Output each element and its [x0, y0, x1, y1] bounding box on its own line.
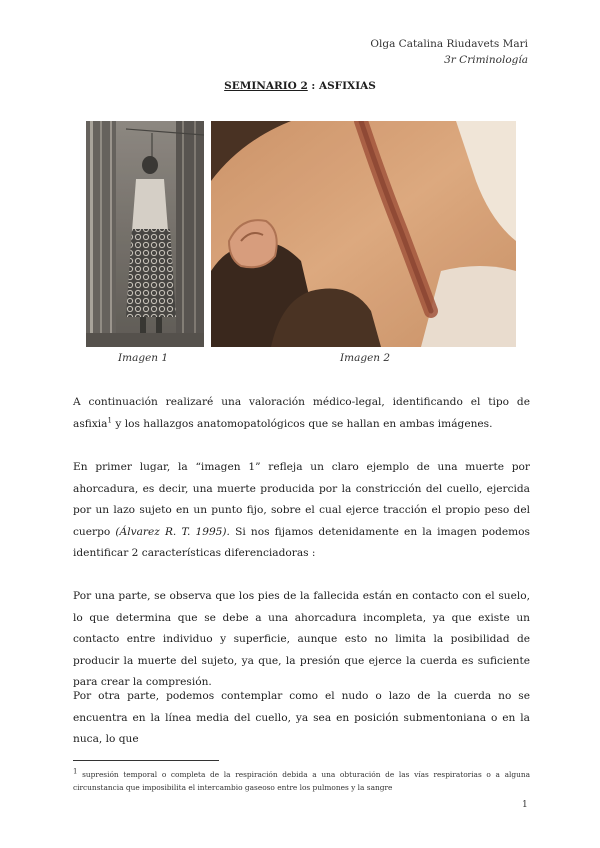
footnote-marker: 1 — [73, 767, 78, 776]
footnote-separator — [73, 760, 219, 761]
intro-text: A continuación realizaré una valoración médico-legal, identificando el tipo de asfixia — [73, 396, 530, 430]
paragraph-knot-position: Por otra parte, podemos contemplar como el nudo o lazo de la cuerda no se encuentra en la línea media del cuello, ya sea en posición submentoniana o en la nuca, lo que — [73, 690, 530, 745]
paragraph-image-1 — [73, 457, 530, 565]
footnote-reference: 1 — [107, 415, 112, 424]
figure-image-1 — [86, 121, 204, 347]
paragraph-intro — [73, 392, 530, 435]
title-topic: : ASFIXIAS — [307, 80, 376, 92]
paragraph-feet-contact: Por una parte, se observa que los pies de la fallecida están en contacto con el suelo, lo que determina que se debe a una ahorcadura incompleta, ya que existe un contacto entre individuo y superficie, aunque esto no limita la posibilidad de producir la muerte del sujeto, ya que, la presión que ejerce la cuerda es suficiente para crear la compresión. — [73, 590, 530, 688]
page-number: 1 — [522, 800, 528, 810]
image-2-photo — [211, 121, 516, 347]
author-name: Olga Catalina Riudavets Mari — [370, 38, 528, 50]
caption-image-2: Imagen 2 — [340, 352, 391, 364]
citation: (Álvarez R. T. 1995). — [115, 525, 230, 538]
image-1-description: En primer lugar, la “imagen 1” refleja un claro ejemplo de una muerte por ahorcadura, es decir, una muerte producida por la constricción del cuello, ejercida por un lazo sujeto en un punto fijo, sobre el cual ejerce tracción el propio peso del cuerpo — [73, 461, 530, 538]
footnote — [73, 768, 530, 794]
figure-image-2 — [211, 121, 516, 347]
image-1-photo — [86, 121, 204, 347]
title-seminar: SEMINARIO 2 — [224, 80, 308, 92]
document-title — [0, 80, 600, 92]
intro-text-end: y los hallazgos anatomopatológicos que se hallan en ambas imágenes. — [111, 417, 493, 430]
page-header — [370, 36, 528, 68]
course-name: 3r Criminología — [444, 54, 528, 66]
characteristics-intro: Si nos fijamos detenidamente en la imagen podemos identificar 2 características diferenciadoras : — [73, 525, 530, 559]
footnote-text: supresión temporal o completa de la respiración debida a una obturación de las vías respiratorias o a alguna circunstancia que imposibilita el intercambio gaseoso entre los pulmones y la sangre — [73, 770, 530, 792]
caption-image-1: Imagen 1 — [118, 352, 169, 364]
